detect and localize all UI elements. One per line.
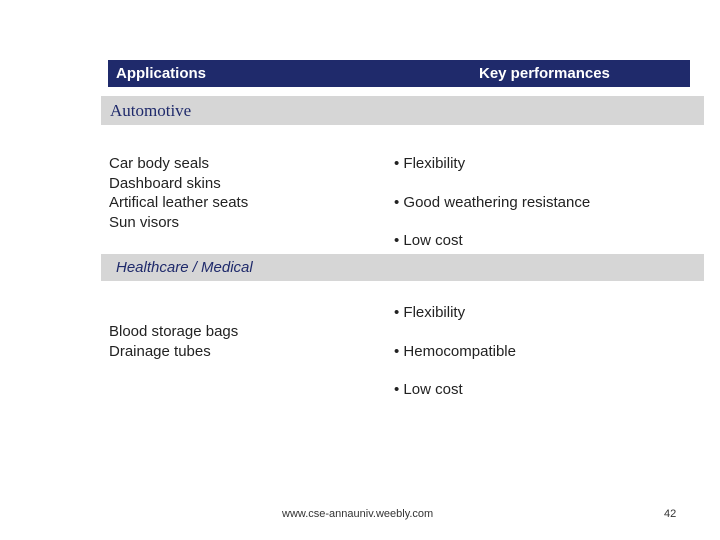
automotive-section-label: Automotive (110, 101, 192, 120)
automotive-applications-list (109, 154, 248, 232)
applications-column-header: Applications (116, 65, 207, 82)
application-item: Artifical leather seats (109, 194, 249, 211)
application-item: Blood storage bags (109, 323, 239, 340)
performance-item: • Low cost (394, 232, 463, 249)
page-number: 42 (664, 508, 677, 520)
application-item: Dashboard skins (109, 174, 221, 192)
healthcare-section-band (101, 254, 704, 281)
performance-item: • Low cost (394, 381, 463, 398)
key-performances-column-header: Key performances (479, 65, 610, 82)
performance-item: • Flexibility (394, 304, 466, 321)
healthcare-applications-list (109, 322, 238, 361)
application-item: Sun visors (109, 213, 180, 231)
application-item: Car body seals (109, 155, 210, 172)
performance-item: • Good weathering resistance (394, 194, 591, 211)
performance-item: • Flexibility (394, 155, 466, 172)
footer-url: www.cse-annauniv.weebly.com (282, 508, 434, 520)
automotive-section-band (101, 96, 704, 125)
application-item: Drainage tubes (109, 342, 211, 360)
healthcare-section-label: Healthcare / Medical (116, 259, 253, 276)
table-header (108, 60, 690, 87)
performance-item: • Hemocompatible (394, 343, 516, 360)
